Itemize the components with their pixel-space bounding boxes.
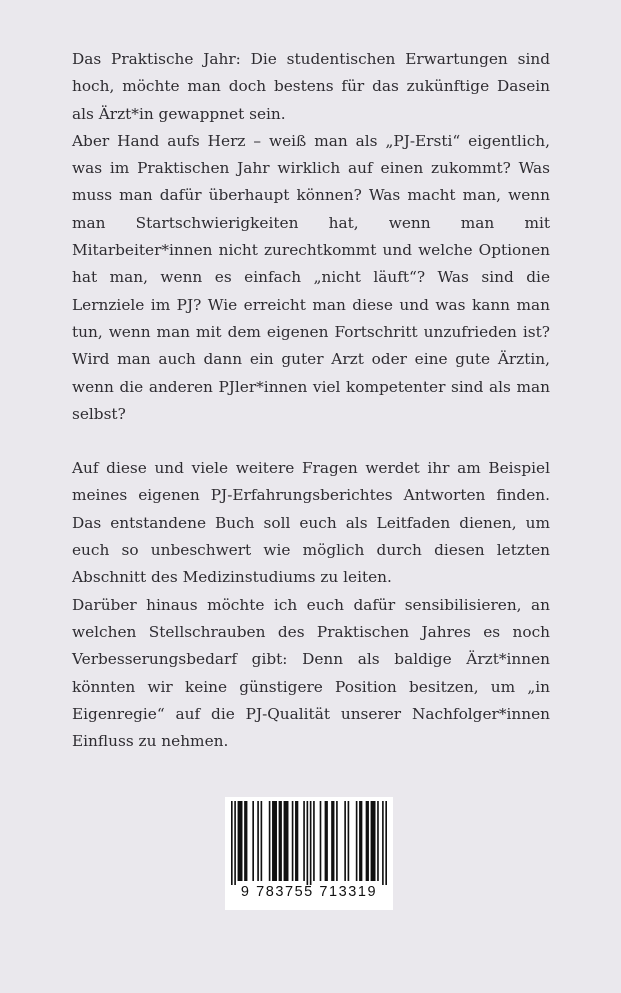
barcode-bar: [348, 801, 350, 881]
barcode-bar: [261, 801, 263, 881]
barcode-bar: [313, 801, 315, 881]
barcode-bar: [344, 801, 346, 881]
paragraph-answers: Auf diese und viele weitere Fragen werdet ihr am Beispiel meines eigenen PJ-Erfahrungsberichtes Antworten finden. Das entstandene Buch soll euch als Leitfaden dienen, um euch so unbeschwert wie möglich durch diesen letzten Abschnitt des Medizinstudiums zu leiten.: [72, 459, 550, 587]
barcode-bar: [385, 801, 387, 885]
barcode-bar: [336, 801, 338, 881]
barcode-bar: [231, 801, 233, 885]
paragraph-sensitize: Darüber hinaus möchte ich euch dafür sensibilisieren, an welchen Stellschrauben des Praktischen Jahres es noch Verbesserungsbedarf gibt: Denn als baldige Ärzt*innen könnten wir keine günstigere Position besitzen, um „in Eigenregie“ auf die PJ-Qualität unserer Nachfolger*innen Einfluss zu nehmen.: [72, 595, 550, 751]
back-cover-text: [72, 46, 550, 755]
barcode-bar: [244, 801, 247, 881]
barcode-bar: [269, 801, 271, 881]
barcode-bar: [377, 801, 379, 881]
barcode-bar: [279, 801, 282, 881]
barcode-bar: [359, 801, 362, 881]
paragraph-questions: Aber Hand aufs Herz – weiß man als „PJ-Ersti“ eigentlich, was im Praktischen Jahr wirklich auf einen zukommt? Was muss man dafür überhaupt können? Was macht man, wenn man Startschwierigkeiten hat, wenn man mit Mitarbeiter*innen nicht zurechtkommt und welche Optionen hat man, wenn es einfach „nicht läuft“? Was sind die Lernziele im PJ? Wie erreicht man diese und was kann man tun, wenn man mit dem eigenen Fortschritt unzufrieden ist? Wird man auch dann ein guter Arzt oder eine gute Ärztin, wenn die anderen PJler*innen viel kompetenter sind als man selbst?: [72, 131, 550, 423]
barcode-bar: [303, 801, 305, 881]
paragraph-intro: Das Praktische Jahr: Die studentischen Erwartungen sind hoch, möchte man doch bestens für das zukünftige Dasein als Ärzt*in gewappnet sein.: [72, 50, 550, 123]
barcode-bar: [272, 801, 277, 881]
barcode-bar: [238, 801, 243, 881]
barcode-bar: [292, 801, 294, 881]
barcode-bar: [371, 801, 376, 881]
barcode-bar: [234, 801, 236, 885]
barcode-bar: [307, 801, 309, 885]
isbn-barcode: [225, 797, 393, 910]
barcode-bar: [331, 801, 334, 881]
barcode-bar: [366, 801, 369, 881]
barcode-bar: [252, 801, 254, 881]
isbn-number: 9 783755 713319: [240, 884, 378, 900]
barcode-bar: [320, 801, 322, 881]
barcode-bar: [257, 801, 259, 881]
barcode-bar: [382, 801, 384, 885]
barcode-bars: [231, 801, 387, 885]
barcode-bar: [310, 801, 312, 885]
barcode-bar: [295, 801, 298, 881]
barcode-bar: [356, 801, 358, 881]
barcode-bar: [284, 801, 289, 881]
barcode-bar: [325, 801, 328, 881]
